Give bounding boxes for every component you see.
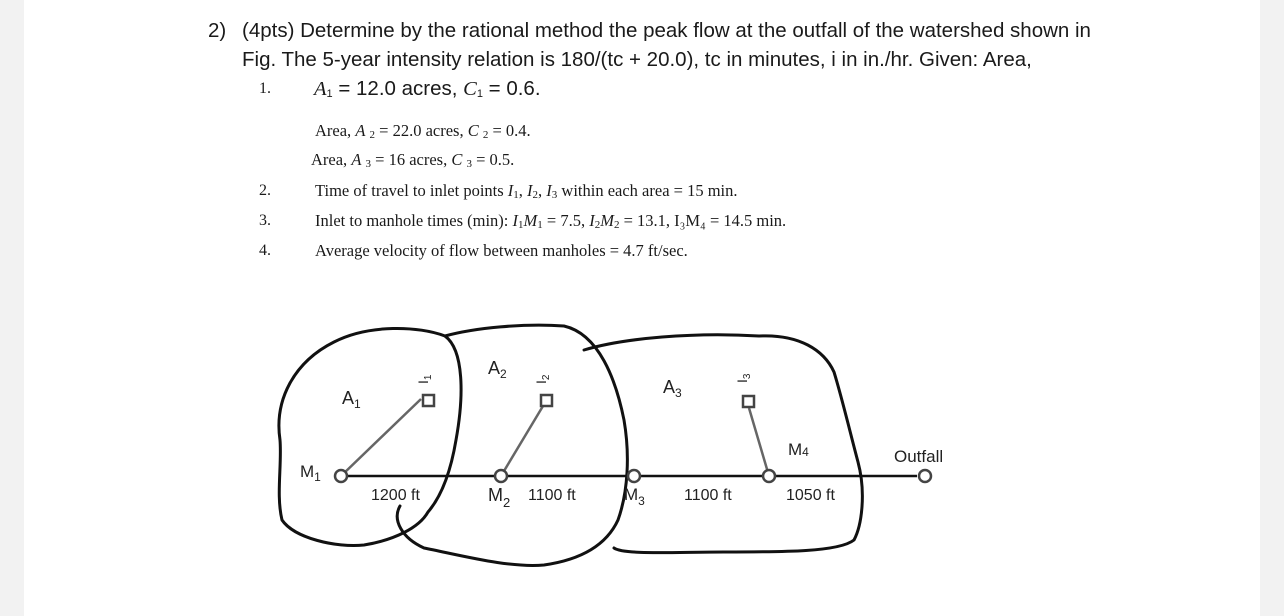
inlet-pipe-3 <box>749 408 769 476</box>
manhole-subscript: 1 <box>537 219 543 231</box>
coef-symbol: C <box>451 150 463 169</box>
inlet-prefix: Inlet to manhole times (min): <box>315 211 513 230</box>
travel-prefix: Time of travel to inlet points <box>315 181 508 200</box>
inlet-subscript: 1 <box>513 189 519 201</box>
area-subscript: 2 <box>369 129 376 141</box>
area-1-boundary <box>279 328 461 545</box>
manhole-2-symbol <box>495 470 507 482</box>
coef-symbol: C <box>467 121 479 140</box>
manhole-4-label: M4 <box>788 440 809 459</box>
inlet-pipe-1 <box>341 399 421 476</box>
list-number-2: 2. <box>259 182 271 199</box>
coef-subscript: 1 <box>476 88 483 100</box>
inlet-time-2: = 13.1, <box>619 211 675 230</box>
area-value: = 22.0 acres, <box>375 121 468 140</box>
inlet-1-label: $I_1$ <box>415 374 434 384</box>
area-3-label: $A_3$ <box>663 377 682 400</box>
manhole-2-label: $M_2$ <box>488 485 511 510</box>
distance-4: 1050 ft <box>786 487 835 504</box>
question-line-2: Fig. The 5-year intensity relation is 180/(tc + 20.0), tc in minutes, i in in./hr. Given: Area, <box>242 48 1032 71</box>
inlet-time-1: = 7.5, <box>542 211 590 230</box>
coef-symbol: C <box>463 78 477 100</box>
inlet-symbol: I <box>507 181 514 200</box>
area-symbol: A <box>355 121 366 140</box>
area-prefix: Area, <box>315 121 356 140</box>
separator: , <box>518 181 528 200</box>
inlet-2-box <box>541 395 552 406</box>
manhole-1-symbol <box>335 470 347 482</box>
area-symbol: A <box>314 78 327 100</box>
area-value: = 12.0 acres, <box>332 77 464 100</box>
manhole-4-symbol <box>763 470 775 482</box>
area-2-boundary <box>397 325 627 565</box>
coef-value: = 0.6. <box>482 77 541 100</box>
area-subscript: 3 <box>365 158 372 170</box>
area-1-label: $A_1$ <box>342 388 361 411</box>
manhole-subscript: 2 <box>613 219 620 231</box>
outfall-symbol <box>919 470 931 482</box>
question-number: 2) <box>208 19 227 42</box>
travel-suffix: within each area = 15 min. <box>557 181 738 200</box>
manhole-1-label: $M_1$ <box>300 462 321 484</box>
separator: , <box>538 181 547 200</box>
coef-value: = 0.4. <box>488 121 531 140</box>
list-number-3: 3. <box>259 212 271 229</box>
list-number-4: 4. <box>259 242 271 259</box>
manhole-3-label: $M_3$ <box>624 485 645 508</box>
manhole-3-symbol <box>628 470 640 482</box>
inlet-symbol: I <box>527 181 533 200</box>
inlet-symbol: I <box>546 181 552 200</box>
inlet-3-box <box>743 396 754 407</box>
inlet-symbol: I <box>589 211 595 230</box>
inlet-3-manhole-4: I₃M₄ <box>674 211 706 230</box>
coef-value: = 0.5. <box>472 150 515 169</box>
velocity-line: Average velocity of flow between manholes = 4.7 ft/sec. <box>315 241 688 260</box>
coef-subscript: 3 <box>466 158 472 170</box>
manhole-symbol: M <box>523 211 538 230</box>
outfall-label: Outfall <box>894 447 944 466</box>
area-value: = 16 acres, <box>371 150 452 169</box>
distance-1: 1200 ft <box>371 487 420 504</box>
inlet-subscript: 2 <box>532 189 539 201</box>
inlet-pipe-2 <box>501 406 543 476</box>
inlet-1-box <box>423 395 434 406</box>
manhole-symbol: M <box>600 211 614 230</box>
inlet-symbol: I <box>512 211 519 230</box>
area-symbol: A <box>351 150 362 169</box>
area-2-label: $A_2$ <box>488 358 507 381</box>
coef-subscript: 2 <box>482 129 489 141</box>
question-line-1: (4pts) Determine by the rational method the peak flow at the outfall of the watershed shown in <box>242 19 1091 42</box>
distance-2: 1100 ft <box>528 487 576 504</box>
area-prefix: Area, <box>311 150 352 169</box>
watershed-figure <box>24 0 1260 616</box>
inlet-subscript: 1 <box>518 219 524 231</box>
inlet-subscript: 3 <box>551 189 558 201</box>
area-subscript: 1 <box>326 88 333 100</box>
document-page <box>24 0 1260 616</box>
inlet-2-label: $I_2$ <box>533 374 552 384</box>
distance-3: 1100 ft <box>684 487 732 504</box>
inlet-3-label: $I_3$ <box>734 373 753 383</box>
inlet-time-3: = 14.5 min. <box>705 211 787 230</box>
inlet-subscript: 2 <box>594 219 601 231</box>
list-number-1: 1. <box>259 80 271 97</box>
